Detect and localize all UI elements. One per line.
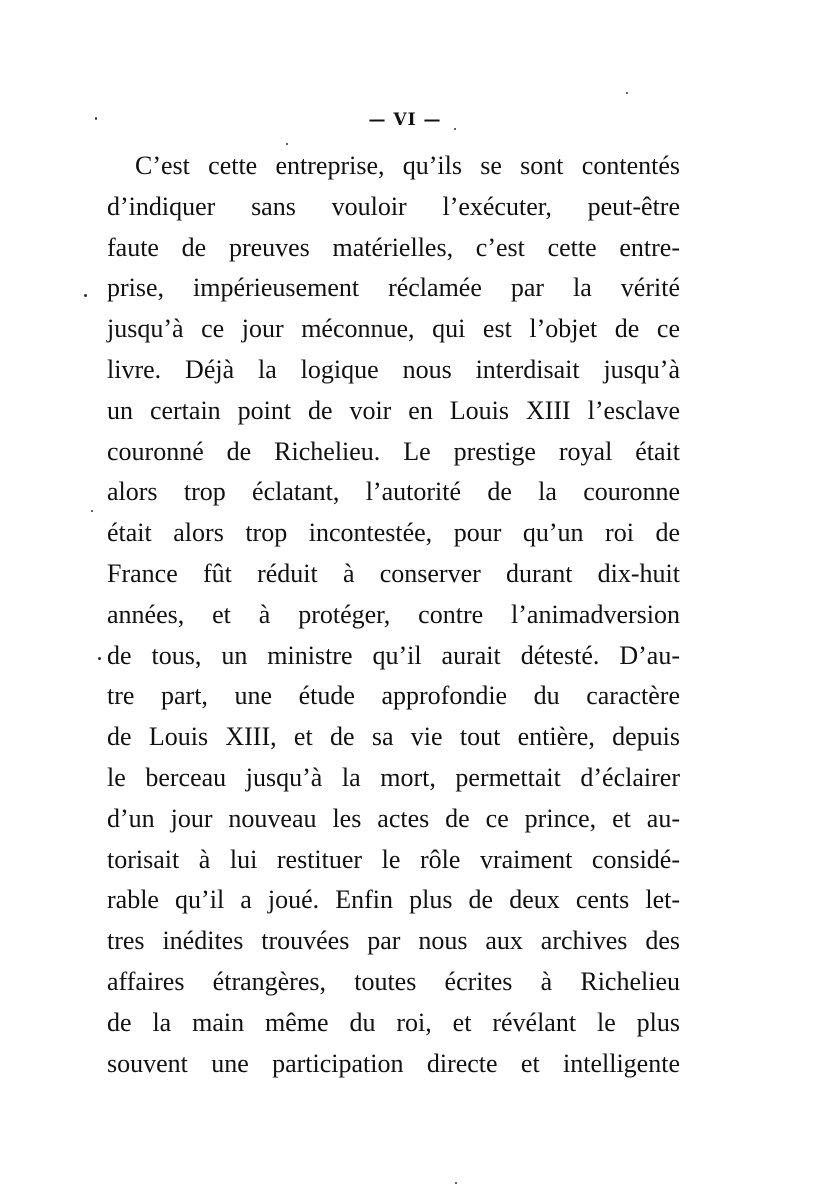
text-line: C’est cette entreprise, qu’ils se sont contentés (135, 151, 680, 180)
scan-speck (95, 117, 97, 120)
text-line: tre part, une étude approfondie du caractère (107, 681, 680, 711)
text-line: de Louis XIII, et de sa vie tout entière, depuis (107, 722, 680, 752)
scan-speck (286, 143, 288, 145)
text-line: était alors trop incontestée, pour qu’un roi de (107, 518, 680, 548)
text-line: alors trop éclatant, l’autorité de la couronne (107, 477, 680, 507)
scan-speck (454, 128, 456, 130)
scan-speck (98, 657, 101, 660)
text-line: torisait à lui restituer le rôle vraiment considé- (107, 844, 680, 874)
page-number: — VI — (368, 110, 442, 130)
text-line: souvent une participation directe et intelligente (107, 1048, 680, 1078)
text-line: d’indiquer sans vouloir l’exécuter, peut-être (107, 191, 680, 221)
text-line: rable qu’il a joué. Enfin plus de deux cents let- (107, 885, 680, 915)
text-line: de tous, un ministre qu’il aurait détesté. D’au- (107, 640, 680, 670)
text-line: un certain point de voir en Louis XIII l’esclave (107, 395, 680, 425)
text-line: tres inédites trouvées par nous aux archives des (107, 926, 680, 956)
scan-speck (84, 294, 87, 297)
text-line: de la main même du roi, et révélant le plus (107, 1007, 680, 1037)
text-line: jusqu’à ce jour méconnue, qui est l’objet de ce (107, 314, 680, 344)
text-line: le berceau jusqu’à la mort, permettait d’éclairer (107, 762, 680, 792)
text-line: couronné de Richelieu. Le prestige royal était (107, 436, 680, 466)
text-line: affaires étrangères, toutes écrites à Richelieu (107, 966, 680, 996)
body-text (107, 146, 680, 1084)
text-line: France fût réduit à conserver durant dix-huit (107, 558, 680, 588)
text-line: d’un jour nouveau les actes de ce prince, et au- (107, 803, 680, 833)
scan-speck (455, 1182, 457, 1184)
scan-speck (626, 92, 628, 94)
scan-speck (91, 510, 93, 512)
text-line: années, et à protéger, contre l’animadversion (107, 599, 680, 629)
text-line: prise, impérieusement réclamée par la vérité (107, 273, 680, 303)
text-line: faute de preuves matérielles, c’est cette entre- (107, 232, 680, 262)
text-line: livre. Déjà la logique nous interdisait jusqu’à (107, 354, 680, 384)
